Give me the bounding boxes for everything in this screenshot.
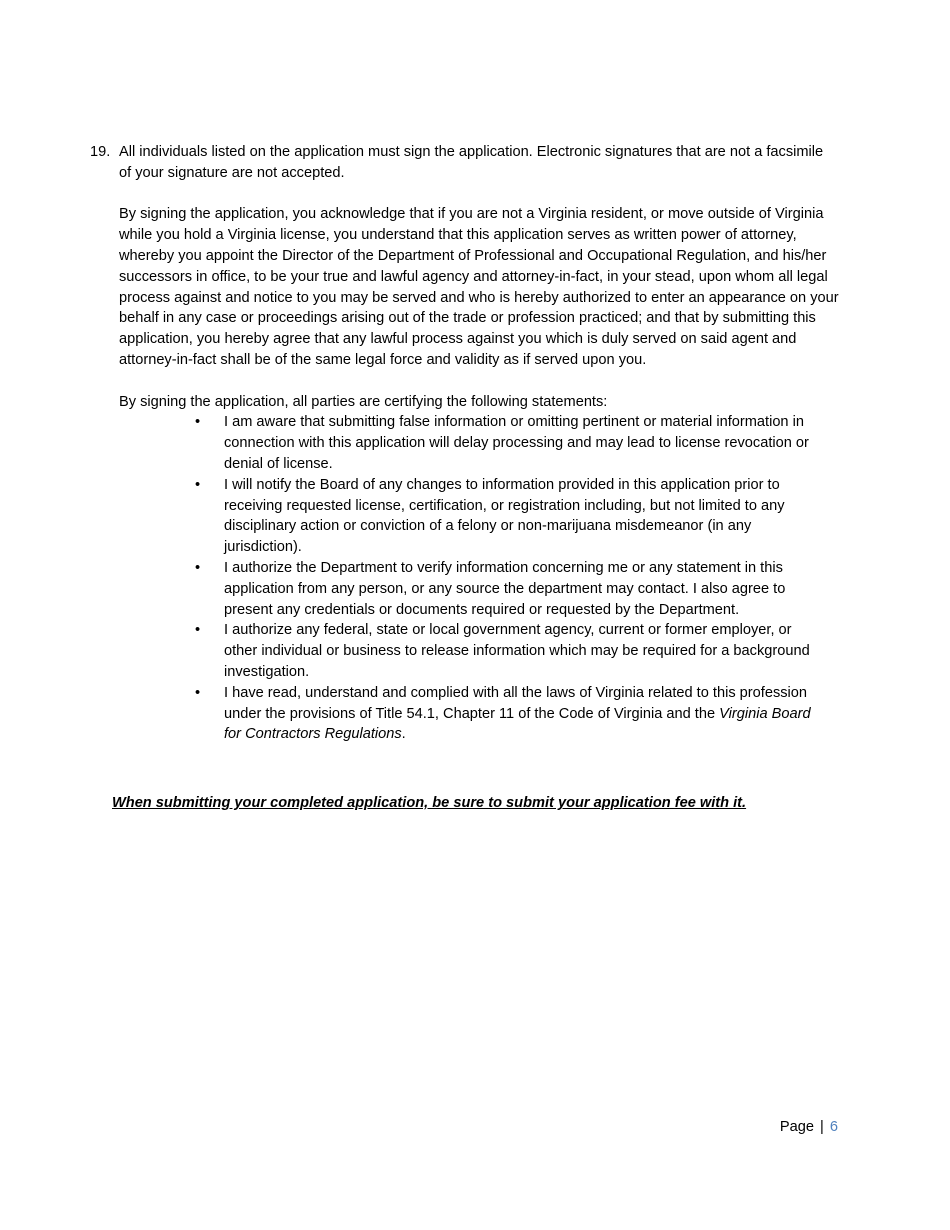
signature-requirement-paragraph: All individuals listed on the application must sign the application. Electronic signatures that are not a facsimile of your signature are not accepted. xyxy=(119,144,824,181)
item-body xyxy=(119,142,839,745)
certification-statements-list xyxy=(195,412,815,745)
power-of-attorney-paragraph: By signing the application, you acknowledge that if you are not a Virginia resident, or move outside of Virginia while you hold a Virginia license, you understand that this application serves as written power of attorney, whereby you appoint the Director of the Department of Professional and Occupational Regulation, and his/her successors in office, to be your true and lawful agency and attorney-in-fact, in your stead, upon whom all legal process against and notice to you may be served and who is hereby authorized to enter an appearance on your behalf in any case or proceedings arising out of the trade or profession practiced; and that by submitting this application, you hereby agree that any lawful process against you which is duly served on said agent and attorney-in-fact shall be of the same legal force and validity as if served upon you. xyxy=(119,206,839,368)
statement-authorize-verification: I authorize the Department to verify information concerning me or any statement in this application from any person, or any source the department may contact. I also agree to present any credentials or documents required or requested by the Department. xyxy=(224,559,786,618)
bullet-icon: • xyxy=(195,414,201,431)
list-item xyxy=(195,620,815,682)
statement-laws-compliance xyxy=(224,685,811,743)
list-item xyxy=(195,412,815,474)
page-label: Page xyxy=(779,1119,814,1135)
bullet-icon: • xyxy=(195,559,201,576)
certification-lead-in: By signing the application, all parties are certifying the following statements: xyxy=(119,393,608,410)
page-number: 6 xyxy=(829,1119,838,1135)
item-number: 19. xyxy=(90,144,111,160)
statement-laws-text: I have read, understand and complied with all the laws of Virginia related to this profession under the provisions of Title 54.1, Chapter 11 of the Code of Virginia and the xyxy=(224,684,808,722)
statement-notify-board: I will notify the Board of any changes to information provided in this application prior to receiving requested license, certification, or registration including, but not limited to any disciplinary action or conviction of a felony or non-marijuana misdemeanor (in any jurisdiction). xyxy=(224,476,785,556)
instruction-item-19 xyxy=(90,142,850,745)
list-item xyxy=(195,683,815,745)
page-footer xyxy=(780,1117,838,1138)
list-item xyxy=(195,558,815,620)
bullet-icon: • xyxy=(195,622,201,639)
page-separator: | xyxy=(820,1119,824,1135)
regulations-title: Virginia Board for Contractors Regulations xyxy=(224,705,811,743)
statement-laws-end: . xyxy=(401,726,406,743)
application-fee-note: When submitting your completed application, be sure to submit your application fee with it. xyxy=(112,795,747,811)
bullet-icon: • xyxy=(195,476,201,493)
bullet-icon: • xyxy=(195,684,201,701)
statement-authorize-release: I authorize any federal, state or local government agency, current or former employer, or other individual or business to release information which may be required for a background investigation. xyxy=(224,622,810,680)
list-item xyxy=(195,475,815,558)
statement-false-information: I am aware that submitting false information or omitting pertinent or material information in connection with this application will delay processing and may lead to license revocation or denial of license. xyxy=(224,414,809,472)
